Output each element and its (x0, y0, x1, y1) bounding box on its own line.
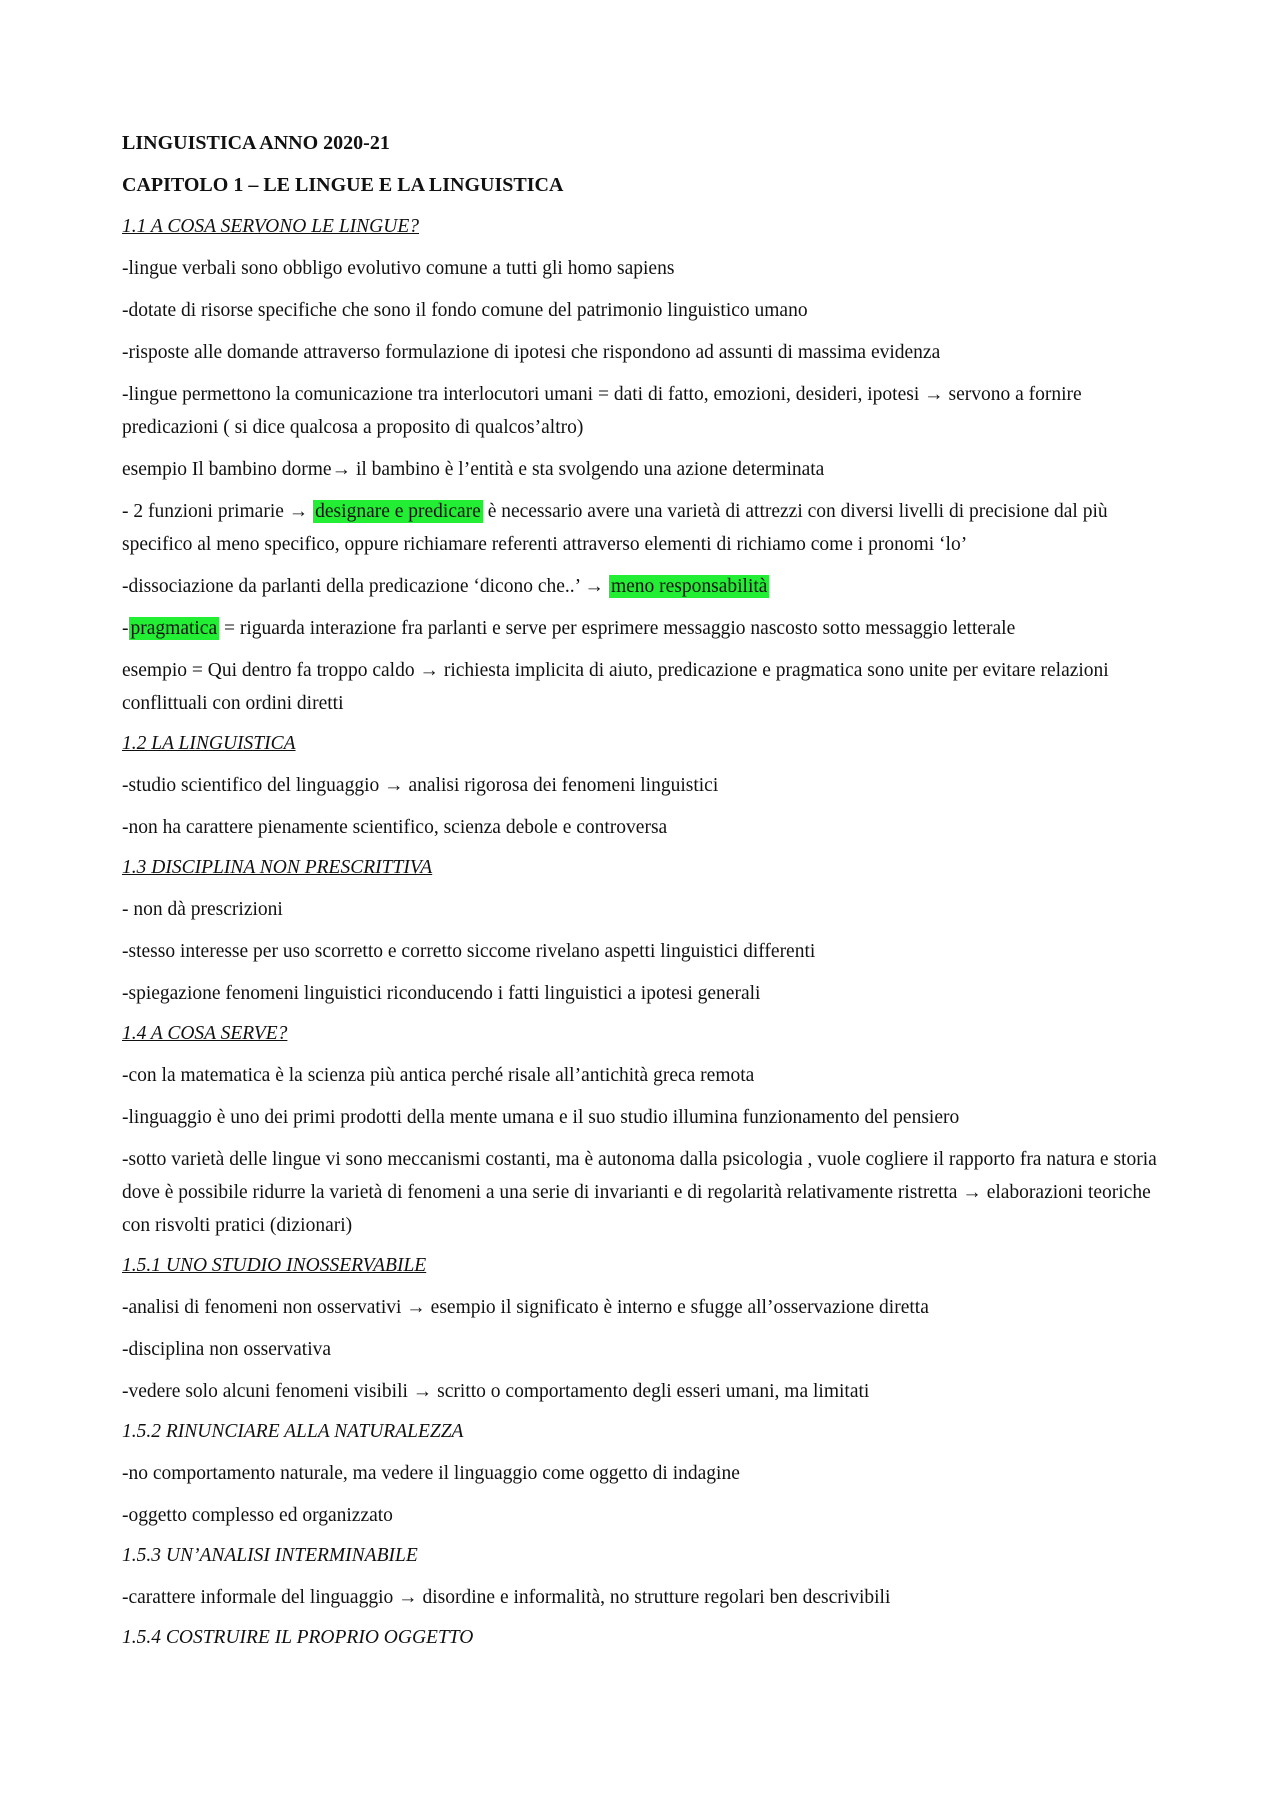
chapter-title: CAPITOLO 1 – LE LINGUE E LA LINGUISTICA (122, 174, 564, 196)
paragraph: esempio Il bambino dorme→ il bambino è l’entità e sta svolgendo una azione determinata (122, 459, 825, 480)
paragraph: -lingue verbali sono obbligo evolutivo comune a tutti gli homo sapiens (122, 258, 675, 279)
paragraph-with-highlight (122, 495, 1167, 561)
paragraph-with-highlight (122, 612, 1167, 645)
paragraph: -con la matematica è la scienza più antica perché risale all’antichità greca remota (122, 1065, 755, 1086)
paragraph: -sotto varietà delle lingue vi sono meccanismi costanti, ma è autonoma dalla psicologia , vuole cogliere il rapporto fra natura e storia dove è possibile ridurre la varietà di fenomeni a una serie di invarianti e di regolarità relativamente ristretta → elaborazioni teoriche con risvolti pratici (dizionari) (122, 1149, 1157, 1236)
highlight: designare e predicare (315, 501, 481, 522)
section-heading-1-5-3: 1.5.3 UN’ANALISI INTERMINABILE (122, 1545, 418, 1566)
paragraph: -lingue permettono la comunicazione tra interlocutori umani = dati di fatto, emozioni, desideri, ipotesi → servono a fornire predicazioni ( si dice qualcosa a proposito di qualcos’altro) (122, 384, 1082, 438)
paragraph: -oggetto complesso ed organizzato (122, 1505, 393, 1526)
text-span: -dissociazione da parlanti della predicazione ‘dicono che..’ → (122, 576, 609, 597)
paragraph: -dotate di risorse specifiche che sono il fondo comune del patrimonio linguistico umano (122, 300, 808, 321)
paragraph: -vedere solo alcuni fenomeni visibili → scritto o comportamento degli esseri umani, ma limitati (122, 1381, 870, 1402)
section-heading-1-5-1: 1.5.1 UNO STUDIO INOSSERVABILE (122, 1255, 427, 1276)
paragraph: -carattere informale del linguaggio → disordine e informalità, no strutture regolari ben descrivibili (122, 1587, 891, 1608)
paragraph: - non dà prescrizioni (122, 899, 283, 920)
section-heading-1-5-2: 1.5.2 RINUNCIARE ALLA NATURALEZZA (122, 1421, 464, 1442)
paragraph: -spiegazione fenomeni linguistici riconducendo i fatti linguistici a ipotesi generali (122, 983, 761, 1004)
paragraph-with-highlight (122, 570, 1167, 603)
text-span: - 2 funzioni primarie → (122, 501, 314, 522)
highlight: pragmatica (130, 618, 218, 639)
document-page (122, 128, 1167, 1663)
section-heading-1-3: 1.3 DISCIPLINA NON PRESCRITTIVA (122, 857, 433, 878)
section-heading-1-4: 1.4 A COSA SERVE? (122, 1023, 288, 1044)
text-span: = riguarda interazione fra parlanti e serve per esprimere messaggio nascosto sotto messaggio letterale (219, 618, 1016, 639)
section-heading-1-2: 1.2 LA LINGUISTICA (122, 733, 296, 754)
paragraph: -disciplina non osservativa (122, 1339, 332, 1360)
document-title: LINGUISTICA ANNO 2020-21 (122, 132, 390, 154)
paragraph: -linguaggio è uno dei primi prodotti della mente umana e il suo studio illumina funzionamento del pensiero (122, 1107, 960, 1128)
section-heading-1-1: 1.1 A COSA SERVONO LE LINGUE? (122, 216, 420, 237)
paragraph: -no comportamento naturale, ma vedere il linguaggio come oggetto di indagine (122, 1463, 740, 1484)
paragraph: -stesso interesse per uso scorretto e corretto siccome rivelano aspetti linguistici differenti (122, 941, 816, 962)
highlight: meno responsabilità (610, 576, 768, 597)
paragraph: -non ha carattere pienamente scientifico, scienza debole e controversa (122, 817, 668, 838)
text-span: - (122, 618, 129, 639)
text-span: è necessario avere una varietà di attrezzi con diversi livelli di precisione dal più specifico al meno specifico, oppure richiamare referenti attraverso elementi di richiamo come i pronomi ‘lo’ (122, 501, 1108, 555)
paragraph: -studio scientifico del linguaggio → analisi rigorosa dei fenomeni linguistici (122, 775, 719, 796)
paragraph: -risposte alle domande attraverso formulazione di ipotesi che rispondono ad assunti di massima evidenza (122, 342, 941, 363)
paragraph: esempio = Qui dentro fa troppo caldo → richiesta implicita di aiuto, predicazione e pragmatica sono unite per evitare relazioni conflittuali con ordini diretti (122, 660, 1109, 714)
section-heading-1-5-4: 1.5.4 COSTRUIRE IL PROPRIO OGGETTO (122, 1627, 474, 1648)
paragraph: -analisi di fenomeni non osservativi → esempio il significato è interno e sfugge all’osservazione diretta (122, 1297, 929, 1318)
